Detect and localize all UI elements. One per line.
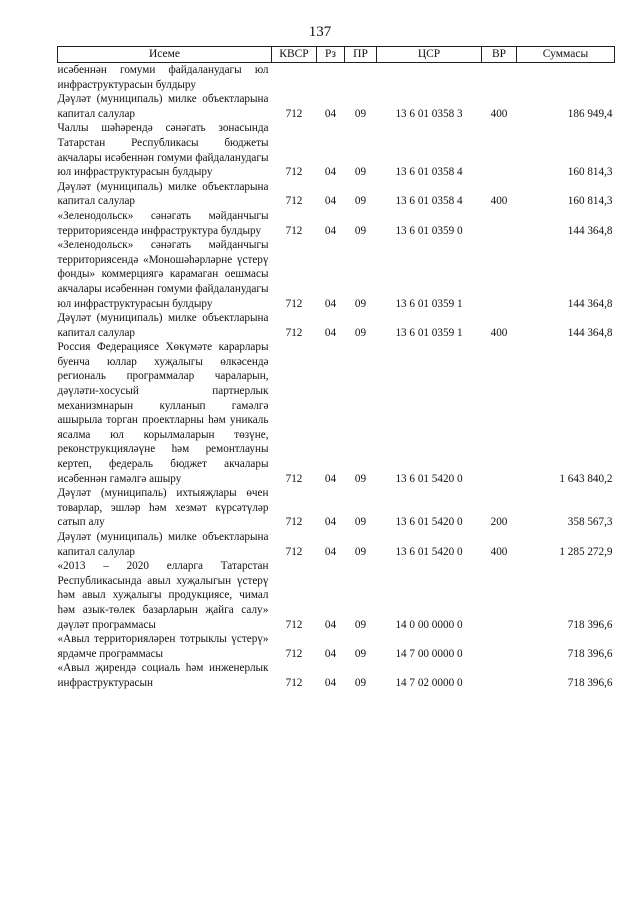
- pr-cell: 09: [354, 676, 367, 689]
- csr-cell: [377, 63, 482, 93]
- name-cell: Дәүләт (муниципаль) милке объектларына капитал салулар: [57, 180, 269, 208]
- table-row: [58, 63, 615, 93]
- rz-cell: 04: [324, 297, 337, 310]
- sum-cell: 160 814,3: [567, 166, 613, 179]
- header-sum: Суммасы: [517, 47, 615, 63]
- pr-cell: 09: [354, 516, 367, 529]
- sum-cell: 718 396,6: [567, 676, 613, 689]
- kvsr-cell: 712: [285, 224, 303, 237]
- kvsr-cell: 712: [285, 516, 303, 529]
- csr-cell: 13 6 01 5420 0: [395, 472, 463, 485]
- vr-cell: 400: [490, 195, 508, 208]
- pr-cell: 09: [354, 618, 367, 631]
- vr-cell: [482, 661, 517, 690]
- pr-cell: 09: [354, 166, 367, 179]
- header-rz: Рз: [317, 47, 345, 63]
- header-csr: ЦСР: [377, 47, 482, 63]
- rz-cell: 04: [324, 326, 337, 339]
- name-cell: Россия Федерациясе Хөкүмәте карарлары буенча юллар хуҗалыгы өлкәсендә региональ программалар чараларын, дәүләти-хосусый партнерлык механизмнарын кулланып гамәлгә ашырыла торган проектларны һәм уникаль ясалма юл корылмаларын төзүне, реконструкцияләүне һәм ремонтлауны кертеп, федераль бюджет акчалары исәбеннән гамәлгә ашыру: [57, 341, 269, 485]
- csr-cell: 13 6 01 0358 4: [395, 166, 463, 179]
- pr-cell: 09: [354, 297, 367, 310]
- budget-table: [57, 46, 615, 691]
- kvsr-cell: 712: [285, 472, 303, 485]
- sum-cell: 718 396,6: [567, 647, 613, 660]
- csr-cell: 13 6 01 0359 1: [395, 297, 463, 310]
- kvsr-cell: 712: [285, 166, 303, 179]
- rz-cell: 04: [324, 472, 337, 485]
- vr-cell: 400: [490, 545, 508, 558]
- rz-cell: [317, 63, 345, 93]
- name-cell: «2013 – 2020 елларга Татарстан Республикасында авыл хуҗалыгын үстерү һәм авыл хуҗалыгы продукциясе, чимал һәм азык-төлек базарларын җайга салу» дәүләт программасы: [57, 560, 269, 631]
- csr-cell: 13 6 01 0358 3: [395, 107, 463, 120]
- table-row: [58, 311, 615, 340]
- csr-cell: 13 6 01 0358 4: [395, 195, 463, 208]
- rz-cell: 04: [324, 166, 337, 179]
- table-row: [58, 661, 615, 690]
- kvsr-cell: 712: [285, 676, 303, 689]
- kvsr-cell: 712: [285, 107, 303, 120]
- sum-cell: 144 364,8: [567, 297, 613, 310]
- table-row: [58, 180, 615, 209]
- sum-cell: 1 285 272,9: [559, 545, 613, 558]
- name-cell: «Зеленодольск» сәнәгать мәйданчыгы территориясендә инфраструктура булдыру: [57, 209, 269, 237]
- table-row: [58, 559, 615, 632]
- pr-cell: 09: [354, 545, 367, 558]
- sum-cell: [517, 63, 615, 93]
- pr-cell: 09: [354, 647, 367, 660]
- csr-cell: 13 6 01 5420 0: [395, 516, 463, 529]
- csr-cell: 13 6 01 0359 1: [395, 326, 463, 339]
- vr-cell: 400: [490, 107, 508, 120]
- sum-cell: 1 643 840,2: [559, 472, 613, 485]
- name-cell: Чаллы шәһәрендә сәнәгать зонасында Татарстан Республикасы бюджеты акчалары исәбеннән гомуми файдаланудагы юл инфраструктурасын булдыру: [57, 122, 269, 179]
- table-row: [58, 632, 615, 661]
- table-row: [58, 340, 615, 486]
- vr-cell: 200: [490, 516, 508, 529]
- table-row: [58, 486, 615, 530]
- name-cell: Дәүләт (муниципаль) милке объектларына капитал салулар: [57, 93, 269, 120]
- kvsr-cell: [272, 63, 317, 93]
- sum-cell: 144 364,8: [567, 224, 613, 237]
- kvsr-cell: 712: [285, 195, 303, 208]
- table-row: [58, 530, 615, 559]
- rz-cell: 04: [324, 647, 337, 660]
- pr-cell: 09: [354, 107, 367, 120]
- vr-cell: [482, 121, 517, 179]
- table-row: [58, 121, 615, 179]
- rz-cell: 04: [324, 224, 337, 237]
- kvsr-cell: 712: [285, 545, 303, 558]
- sum-cell: 144 364,8: [567, 326, 613, 339]
- table-row: [58, 238, 615, 311]
- table-row: [58, 209, 615, 238]
- pr-cell: 09: [354, 195, 367, 208]
- pr-cell: 09: [354, 326, 367, 339]
- pr-cell: 09: [354, 224, 367, 237]
- vr-cell: [482, 559, 517, 632]
- name-cell: Дәүләт (муниципаль) милке объектларына капитал салулар: [57, 531, 269, 558]
- sum-cell: 718 396,6: [567, 618, 613, 631]
- csr-cell: 13 6 01 5420 0: [395, 545, 463, 558]
- rz-cell: 04: [324, 545, 337, 558]
- kvsr-cell: 712: [285, 326, 303, 339]
- vr-cell: [482, 632, 517, 661]
- sum-cell: 358 567,3: [567, 516, 613, 529]
- kvsr-cell: 712: [285, 647, 303, 660]
- header-row: [58, 47, 615, 63]
- sum-cell: 160 814,3: [567, 195, 613, 208]
- rz-cell: 04: [324, 618, 337, 631]
- vr-cell: [482, 209, 517, 238]
- name-cell: «Авыл җирендә социаль һәм инженерлык инфраструктурасын: [57, 662, 269, 689]
- name-cell: Дәүләт (муниципаль) милке объектларына капитал салулар: [57, 312, 269, 339]
- header-vr: ВР: [482, 47, 517, 63]
- csr-cell: 14 7 02 0000 0: [395, 676, 463, 689]
- page-number: 137: [308, 24, 332, 40]
- vr-cell: [482, 238, 517, 311]
- kvsr-cell: 712: [285, 297, 303, 310]
- header-pr: ПР: [345, 47, 377, 63]
- pr-cell: 09: [354, 472, 367, 485]
- rz-cell: 04: [324, 107, 337, 120]
- csr-cell: 14 0 00 0000 0: [395, 618, 463, 631]
- vr-cell: 400: [490, 326, 508, 339]
- name-cell: исәбеннән гомуми файдаланудагы юл инфраструктурасын булдыру: [57, 64, 269, 91]
- sum-cell: 186 949,4: [567, 107, 613, 120]
- csr-cell: 13 6 01 0359 0: [395, 224, 463, 237]
- csr-cell: 14 7 00 0000 0: [395, 647, 463, 660]
- rz-cell: 04: [324, 516, 337, 529]
- rz-cell: 04: [324, 195, 337, 208]
- kvsr-cell: 712: [285, 618, 303, 631]
- header-kvsr: КВСР: [272, 47, 317, 63]
- vr-cell: [482, 340, 517, 486]
- vr-cell: [482, 63, 517, 93]
- name-cell: «Зеленодольск» сәнәгать мәйданчыгы территориясендә «Моношәһәрләрне үстерү фонды» коммерциягә карамаган оешмасы акчалары исәбеннән гомуми файдаланудагы юл инфраструктурасын булдыру: [57, 239, 269, 310]
- pr-cell: [345, 63, 377, 93]
- header-name: Исеме: [58, 47, 272, 63]
- table-row: [58, 92, 615, 121]
- name-cell: Дәүләт (муниципаль) ихтыяҗлары өчен товарлар, эшләр һәм хезмәт күрсәтүләр сатып алу: [57, 487, 269, 529]
- name-cell: «Авыл территорияләрен тотрыклы үстерү» ярдәмче программасы: [57, 633, 269, 660]
- rz-cell: 04: [324, 676, 337, 689]
